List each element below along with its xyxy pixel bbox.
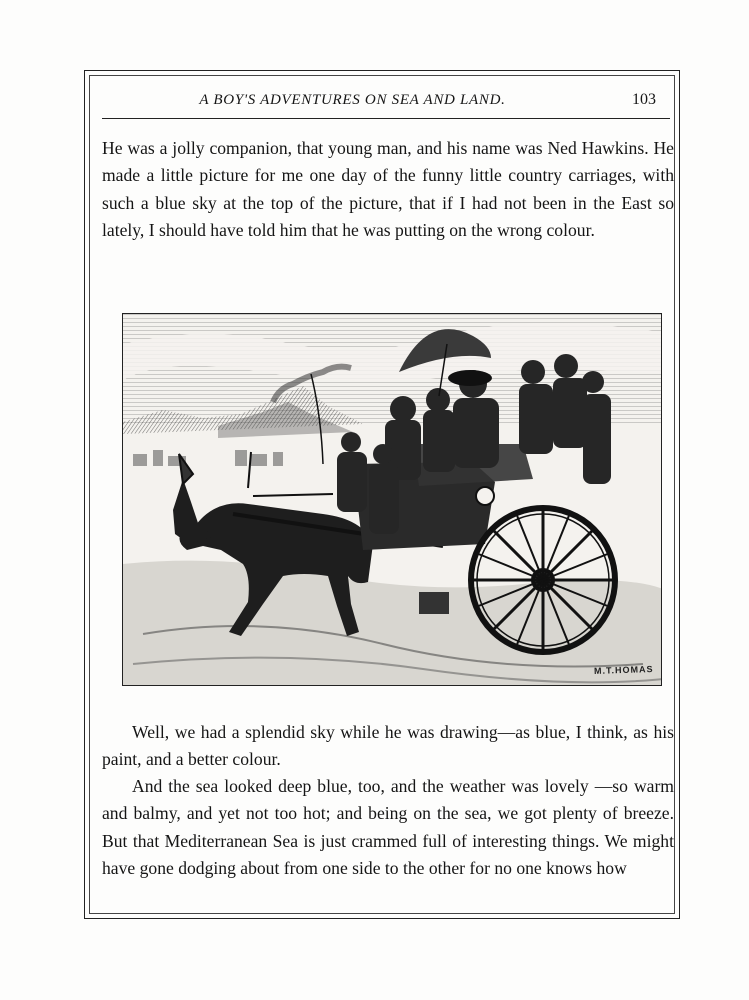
paragraph-3: And the sea looked deep blue, too, and the weather was lovely —so warm and balmy, and yet not too hot; and being on the sea, we got plenty of breeze. But that Mediterranean Sea is just crammed full of interesting things. We might have gone dodging about from one side to the other for no one knows how (102, 776, 674, 878)
basket (419, 592, 449, 614)
running-title: A BOY'S ADVENTURES ON SEA AND LAND. (199, 92, 506, 108)
top-hat (448, 370, 492, 386)
engraving-svg (123, 314, 662, 686)
distant-town (133, 450, 283, 466)
paragraph-2: Well, we had a splendid sky while he was drawing—as blue, I think, as his paint, and a better colour. (102, 722, 674, 770)
engraver-signature: M.T.HOMAS (593, 663, 654, 677)
running-head (100, 89, 660, 111)
plume-stick (248, 452, 251, 488)
page-number: 103 (632, 91, 656, 108)
cart-wheel (471, 508, 615, 652)
cart-emblem (476, 487, 494, 505)
carriage-illustration (122, 313, 662, 686)
header-rule (102, 118, 670, 119)
paragraph-1: He was a jolly companion, that young man, and his name was Ned Hawkins. He made a little picture for me one day of the funny little country carriages, with such a blue sky at the top of the picture, that if I had not been in the East so lately, I should have told him that he was putting on the wrong colour. (102, 138, 674, 240)
